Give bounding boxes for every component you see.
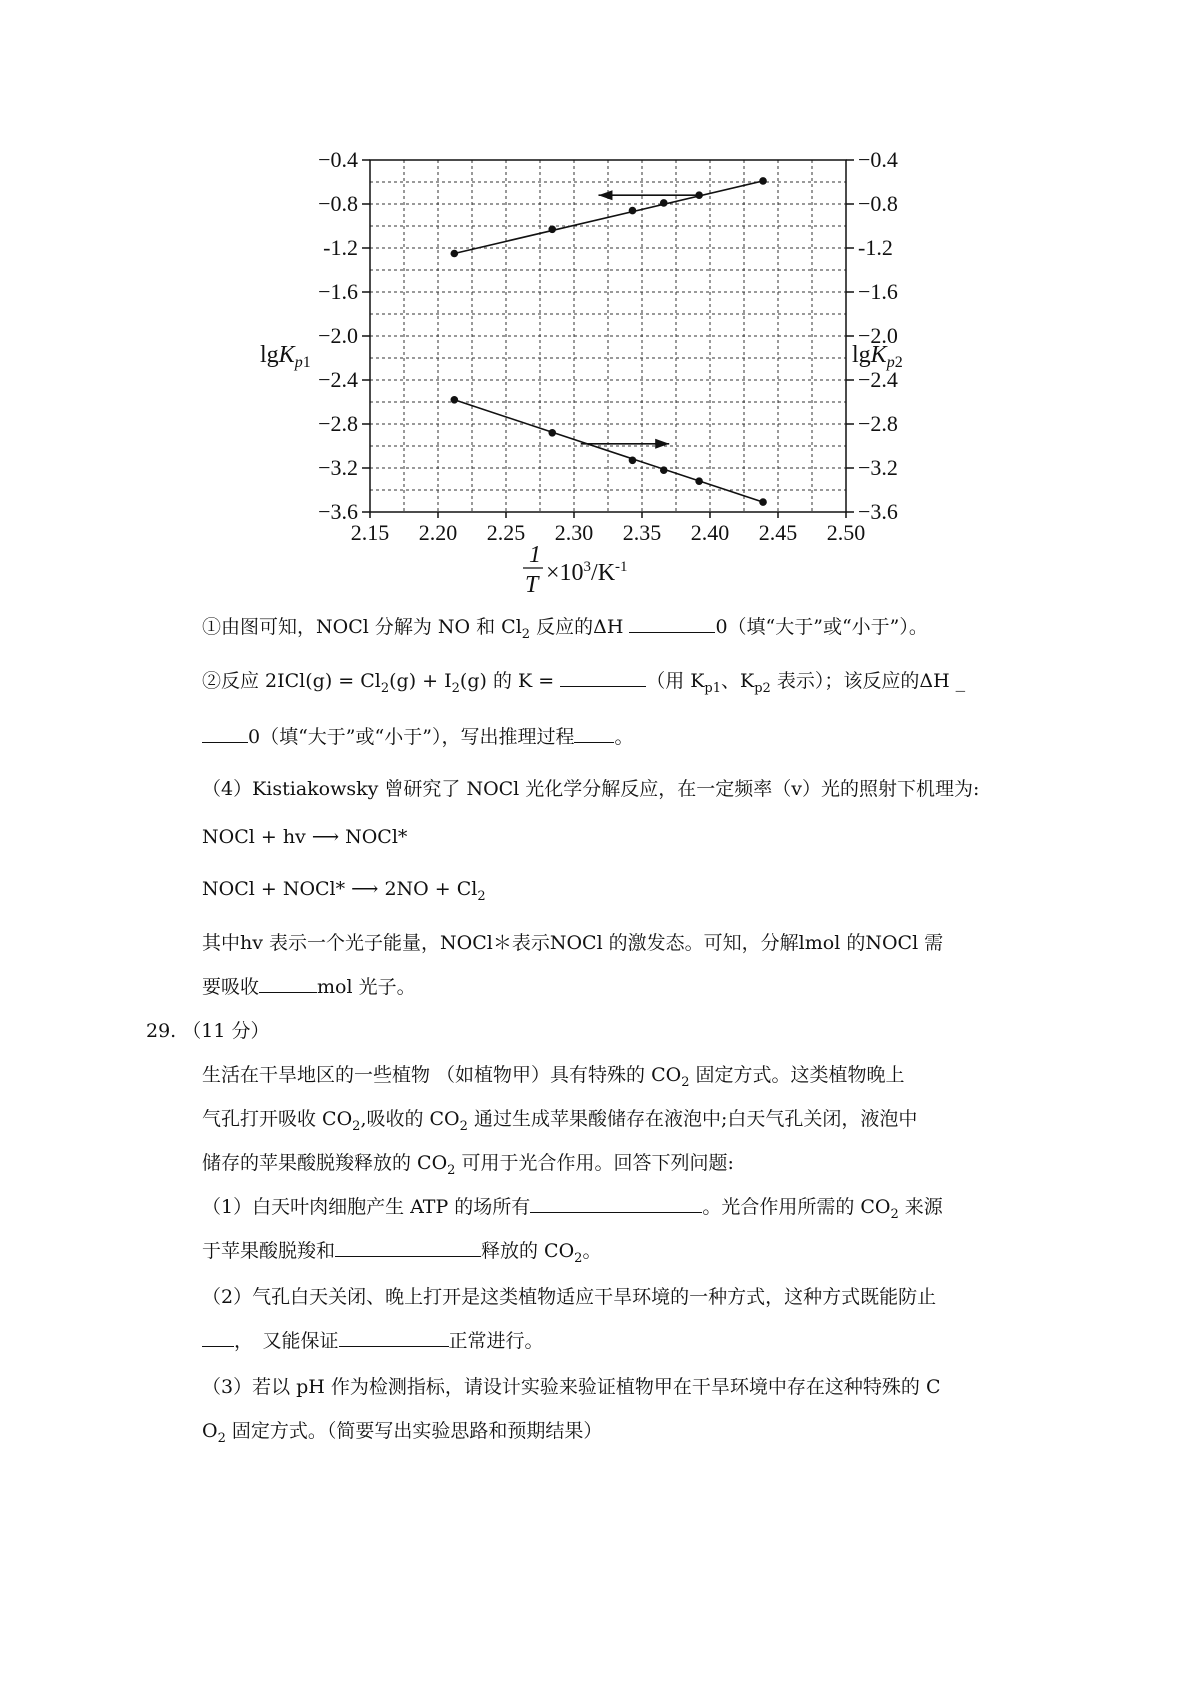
data-point (759, 177, 767, 185)
mechanism-step-2: NOCl + NOCl* ⟶ $2NO + Cl_2$ (202, 878, 486, 904)
answer-blank-ensure[interactable] (339, 1328, 449, 1347)
series-line-left (454, 400, 763, 502)
question-29-sub-2: （2）气孔白天关闭、晚上打开是这类植物适应干旱环境的一种方式，这种方式既能防止 (202, 1286, 937, 1308)
data-point (451, 250, 459, 258)
mechanism-step-1: NOCl + hv ⟶ NOCl* (202, 826, 408, 848)
y-tick-label-right: −2.0 (858, 323, 898, 348)
question-3-part-1: ①由图可知，NOCl 分解为 NO 和 $Cl_2$ 反应的ΔH 0（填“大于”或“小于”）。 (202, 616, 928, 642)
answer-blank-co2-source[interactable] (335, 1238, 481, 1257)
x-tick-label: 2.25 (486, 520, 526, 545)
left-y-axis (318, 150, 370, 524)
question-29-sub-2-cont: ， 又能保证 正常进行。 (202, 1326, 544, 1356)
right-y-axis (846, 150, 898, 524)
question-4-note: 其中hv 表示一个光子能量，NOCl＊表示NOCl 的激发态。可知，分解lmol 的NOCl 需 (202, 932, 944, 954)
x-tick-label: 2.15 (350, 520, 390, 545)
question-29-sub-3: （3）若以 pH 作为检测指标，请设计实验来验证植物甲在干旱环境中存在这种特殊的 C (202, 1376, 941, 1398)
y-tick-label-right: −3.6 (858, 499, 898, 524)
y-tick-label-left: -1.2 (323, 235, 358, 260)
svg-text:1: 1 (529, 542, 541, 568)
y-tick-label-right: −2.4 (858, 367, 898, 392)
x-axis (351, 512, 866, 545)
chart-grid (370, 160, 846, 512)
answer-blank-k[interactable] (560, 668, 646, 687)
y-tick-label-right: −0.8 (858, 191, 898, 216)
axis-arrow-head (598, 190, 612, 200)
y-tick-label-left: −1.6 (318, 279, 358, 304)
question-29-paragraph-1: 生活在干旱地区的一些植物 （如植物甲）具有特殊的 $CO_2$ 固定方式。这类植物晚上 (202, 1064, 905, 1090)
answer-blank-photons[interactable] (259, 974, 317, 993)
answer-blank-dh2[interactable] (202, 724, 248, 743)
y-tick-label-right: −0.4 (858, 150, 898, 172)
data-point (695, 477, 703, 485)
x-tick-label: 2.20 (418, 520, 458, 545)
question-3-part-2-cont: 0（填“大于”或“小于”），写出推理过程 。 (202, 722, 633, 752)
y-tick-label-left: −0.4 (318, 150, 358, 172)
question-29-header: 29. （11 分） (146, 1020, 270, 1042)
y-tick-label-left: −2.8 (318, 411, 358, 436)
svg-text:T: T (525, 572, 539, 598)
data-point (629, 457, 637, 465)
x-tick-label: 2.45 (758, 520, 798, 545)
y-axis-label-left: lgK$_p$1 (260, 342, 311, 371)
answer-blank-atp-sites[interactable] (530, 1194, 702, 1213)
data-point (451, 396, 459, 404)
question-29-sub-1: （1）白天叶肉细胞产生 ATP 的场所有 。光合作用所需的 $CO_2$ 来源 (202, 1196, 943, 1222)
data-point (548, 226, 556, 234)
y-tick-label-right: -1.2 (858, 235, 893, 260)
axis-arrow-head (655, 439, 669, 449)
question-4-intro: （4）Kistiakowsky 曾研究了 NOCl 光化学分解反应，在一定频率（v）光的照射下机理为: (202, 778, 980, 800)
question-29-paragraph-2: 气孔打开吸收 $CO_2$,吸收的 $CO_2$ 通过生成苹果酸储存在液泡中;白天气孔关闭，液泡中 (202, 1108, 918, 1134)
question-3-part-2: ②反应 $2ICl(g) = Cl_2(g) + I_2(g)$ 的 K = （用 $K_{p1}$、$K_{p2}$ 表示）；该反应的ΔH _ (202, 670, 966, 696)
answer-blank-prevent[interactable] (202, 1328, 234, 1347)
y-axis-label-right: lgK$_p$2 (852, 342, 903, 371)
data-point (660, 466, 668, 474)
x-tick-label: 2.35 (622, 520, 662, 545)
y-tick-label-left: −0.8 (318, 191, 358, 216)
question-4-note-cont: 要吸收 mol 光子。 (202, 976, 416, 998)
question-29-paragraph-3: 储存的苹果酸脱羧释放的 $CO_2$ 可用于光合作用。回答下列问题: (202, 1152, 734, 1178)
svg-text:×103/K-1: $\times 10^3/K^{-1}$ (546, 559, 628, 586)
y-tick-label-left: −3.6 (318, 499, 358, 524)
lgkp-vs-inverse-temperature-chart (240, 150, 980, 610)
x-tick-label: 2.30 (554, 520, 594, 545)
question-29-sub-1-cont: 于苹果酸脱羧和 释放的 $CO_2$。 (202, 1240, 602, 1266)
y-tick-label-right: −3.2 (858, 455, 898, 480)
data-point (759, 498, 767, 506)
data-point (660, 199, 668, 207)
y-tick-label-left: −3.2 (318, 455, 358, 480)
x-tick-label: 2.50 (826, 520, 866, 545)
answer-blank-dh1[interactable] (629, 614, 715, 633)
question-29-sub-3-cont: $O_2$ 固定方式。（简要写出实验思路和预期结果） (202, 1420, 603, 1446)
y-tick-label-left: −2.4 (318, 367, 358, 392)
x-tick-label: 2.40 (690, 520, 730, 545)
y-tick-label-right: −1.6 (858, 279, 898, 304)
answer-blank-reasoning[interactable] (574, 724, 614, 743)
x-axis-label (523, 542, 628, 598)
y-tick-label-left: −2.0 (318, 323, 358, 348)
y-tick-label-right: −2.8 (858, 411, 898, 436)
data-point (629, 207, 637, 215)
data-point (548, 429, 556, 437)
